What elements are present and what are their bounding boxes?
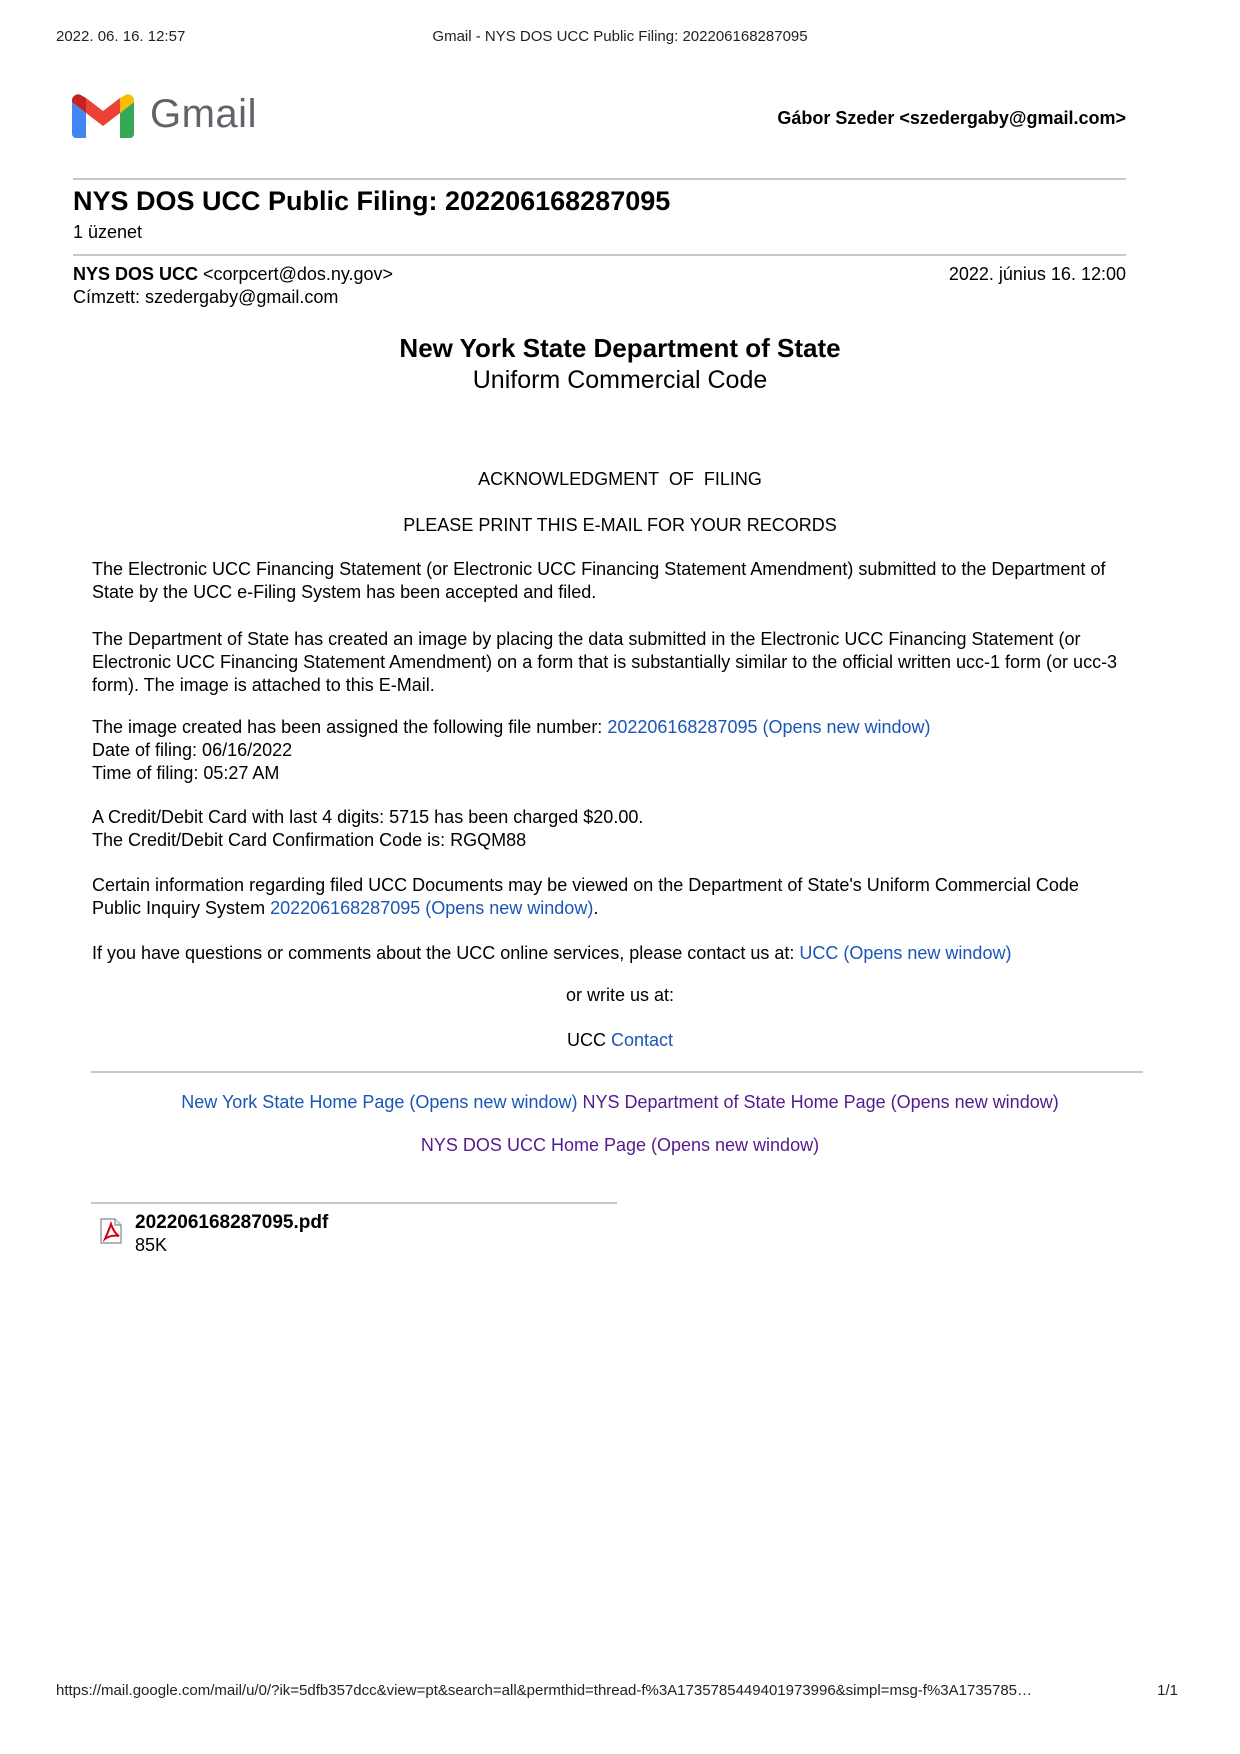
- contact-link[interactable]: Contact: [610, 1030, 674, 1050]
- sender-email: <corpcert@dos.ny.gov>: [203, 264, 394, 284]
- footer-links-row-2: [0, 1135, 1240, 1156]
- message-date: 2022. június 16. 12:00: [948, 264, 1126, 284]
- inquiry-link[interactable]: 202206168287095 (Opens new window): [270, 898, 594, 918]
- charge-line: A Credit/Debit Card with last 4 digits: 5715 has been charged $20.00.: [92, 807, 644, 827]
- header-divider: [73, 178, 1126, 180]
- file-number-text: The image created has been assigned the following file number:: [92, 717, 608, 737]
- questions-text: If you have questions or comments about the UCC online services, please contact us at:: [92, 943, 800, 963]
- payment-block: [92, 806, 1132, 852]
- print-page-title: Gmail - NYS DOS UCC Public Filing: 202206168287095: [432, 28, 808, 45]
- print-page-number: 1/1: [1157, 1682, 1178, 1699]
- questions-paragraph: [92, 942, 1132, 965]
- print-notice: PLEASE PRINT THIS E-MAIL FOR YOUR RECORDS: [403, 515, 837, 535]
- gmail-logo: [72, 94, 272, 144]
- paragraph-image-created: The Department of State has created an image by placing the data submitted in the Electronic UCC Financing Statement (or Electronic UCC Financing Statement Amendment) on a form that is substantially similar to the official written ucc-1 form (or ucc-3 form). The image is attached to this E-Mail.: [92, 629, 1118, 695]
- ucc-home-link[interactable]: NYS DOS UCC Home Page (Opens new window): [420, 1135, 820, 1155]
- file-number-line: [92, 716, 1132, 739]
- ack-title: ACKNOWLEDGMENT OF FILING: [478, 469, 762, 489]
- attachment-filename[interactable]: 202206168287095.pdf: [135, 1212, 329, 1233]
- attachment-size: 85K: [135, 1235, 168, 1255]
- gmail-wordmark: Gmail: [150, 92, 257, 136]
- message-count: 1 üzenet: [73, 222, 143, 242]
- org-subtitle: Uniform Commercial Code: [472, 366, 768, 394]
- paragraph-accepted: The Electronic UCC Financing Statement (or Electronic UCC Financing Statement Amendment) submitted to the Department of State by the UCC e-Filing System has been accepted and filed.: [92, 559, 1106, 602]
- attachment-divider: [91, 1202, 617, 1204]
- dos-home-link[interactable]: NYS Department of State Home Page (Opens new window): [582, 1092, 1059, 1112]
- subject-divider: [73, 254, 1126, 256]
- write-us-text: or write us at:: [565, 985, 675, 1005]
- sender-name: NYS DOS UCC: [73, 264, 199, 284]
- org-title: New York State Department of State: [399, 333, 841, 363]
- pdf-file-icon[interactable]: [99, 1218, 123, 1244]
- confirmation-line: The Credit/Debit Card Confirmation Code is: RGQM88: [92, 830, 527, 850]
- footer-divider: [91, 1071, 1143, 1073]
- footer-links-row: [0, 1092, 1240, 1113]
- gmail-m-icon: [72, 94, 134, 138]
- inquiry-end: .: [593, 898, 599, 918]
- inquiry-paragraph: [92, 874, 1132, 920]
- thread-subject: NYS DOS UCC Public Filing: 202206168287095: [73, 186, 671, 216]
- print-datetime: 2022. 06. 16. 12:57: [56, 28, 186, 45]
- recipient: Címzett: szedergaby@gmail.com: [73, 287, 339, 307]
- time-of-filing: Time of filing: 05:27 AM: [92, 763, 280, 783]
- account-name: Gábor Szeder <szedergaby@gmail.com>: [777, 108, 1126, 128]
- sender: [73, 264, 393, 285]
- ucc-label: UCC: [566, 1030, 611, 1050]
- ucc-contact-link[interactable]: UCC (Opens new window): [799, 943, 1012, 963]
- nys-home-link[interactable]: New York State Home Page (Opens new window): [181, 1092, 578, 1112]
- file-number-link[interactable]: 202206168287095 (Opens new window): [607, 717, 931, 737]
- file-number-block: [92, 716, 1132, 785]
- print-footer-url: https://mail.google.com/mail/u/0/?ik=5dfb357dcc&view=pt&search=all&permthid=thread-f%3A1735785449401973996&simpl=msg-f%3A1735785…: [56, 1682, 1033, 1699]
- inquiry-text: Certain information regarding filed UCC Documents may be viewed on the Department of State's Uniform Commercial Code Public Inquiry System: [92, 875, 1079, 918]
- ucc-contact-line: [0, 1030, 1240, 1051]
- date-of-filing: Date of filing: 06/16/2022: [92, 740, 293, 760]
